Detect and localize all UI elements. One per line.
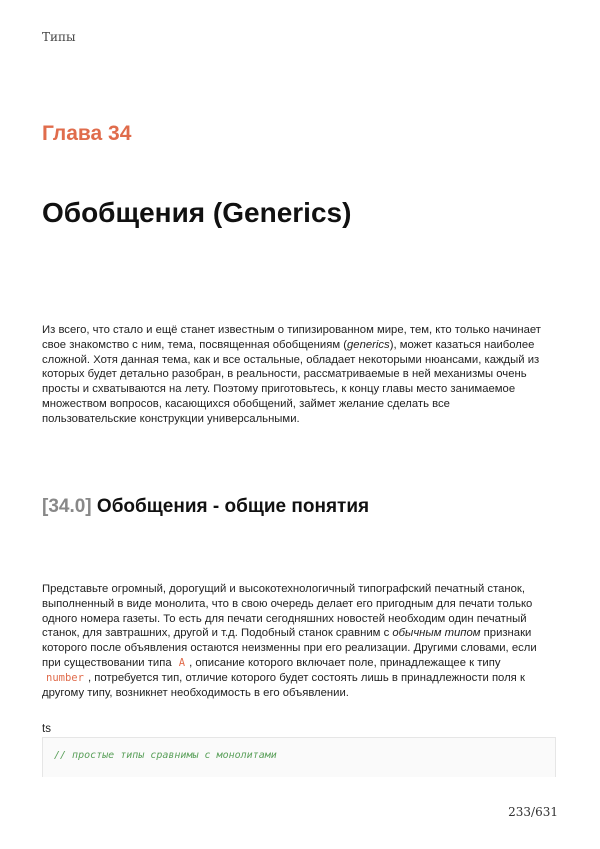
intro-paragraph bbox=[42, 323, 542, 427]
intro-emphasis: generics bbox=[347, 338, 390, 351]
intro-text-1: Из всего, что стало и ещё станет известным о типизированном мире, тем, кто только начинает свое знакомство с ним, тема, посвященная обобщениям ( bbox=[42, 324, 541, 351]
section-title: Обобщения - общие понятия bbox=[96, 496, 370, 517]
body-text-4: , потребуется тип, отличие которого будет состоять лишь в принадлежности поля к другому типу, возникнет необходимость в его объявлении. bbox=[42, 671, 525, 699]
code-language-label: ts bbox=[42, 723, 51, 735]
chapter-label: Глава 34 bbox=[42, 122, 132, 145]
section-number: [34.0] bbox=[42, 496, 92, 517]
inline-code-number: number bbox=[46, 671, 84, 684]
intro-text-2: ), может казаться наиболее сложной. Хотя данная тема, как и все остальные, обладает некоторыми нюансами, каждый из которых будет детально разобран, в реальности, рассматриваемые в ней механизмы очень просты и схватываются на лету. Поэтому приготовьтесь, к концу главы место занимаемое множеством вопросов, касающихся обобщений, займет желание сделать все пользовательские конструкции универсальными. bbox=[42, 338, 540, 425]
page-number: 233/631 bbox=[508, 805, 558, 819]
chapter-title: Обобщения (Generics) bbox=[42, 197, 352, 228]
inline-code-type-a: A bbox=[178, 656, 186, 669]
body-text-3: , описание которого включает поле, принадлежащее к типу bbox=[189, 656, 501, 669]
code-block bbox=[42, 737, 556, 777]
code-comment-line: // простые типы сравнимы с монолитами bbox=[54, 750, 277, 761]
running-header: Типы bbox=[42, 30, 76, 44]
section-heading bbox=[42, 496, 369, 518]
body-emphasis: обычным типом bbox=[392, 627, 481, 640]
body-paragraph bbox=[42, 582, 552, 700]
body-text-2: признаки которого после объявления остаются неизменны при его реализации. Другими словами, если при существовании типа bbox=[42, 627, 537, 669]
body-text-1: Представьте огромный, дорогущий и высокотехнологичный типографский печатный станок, выполненный в виде монолита, что в свою очередь делает его пригодным для печати только одного номера газеты. То есть для печати сегодняшних новостей необходим один печатный станок, для завтрашних, другой и т.д. Подобный станок сравним с bbox=[42, 583, 533, 640]
